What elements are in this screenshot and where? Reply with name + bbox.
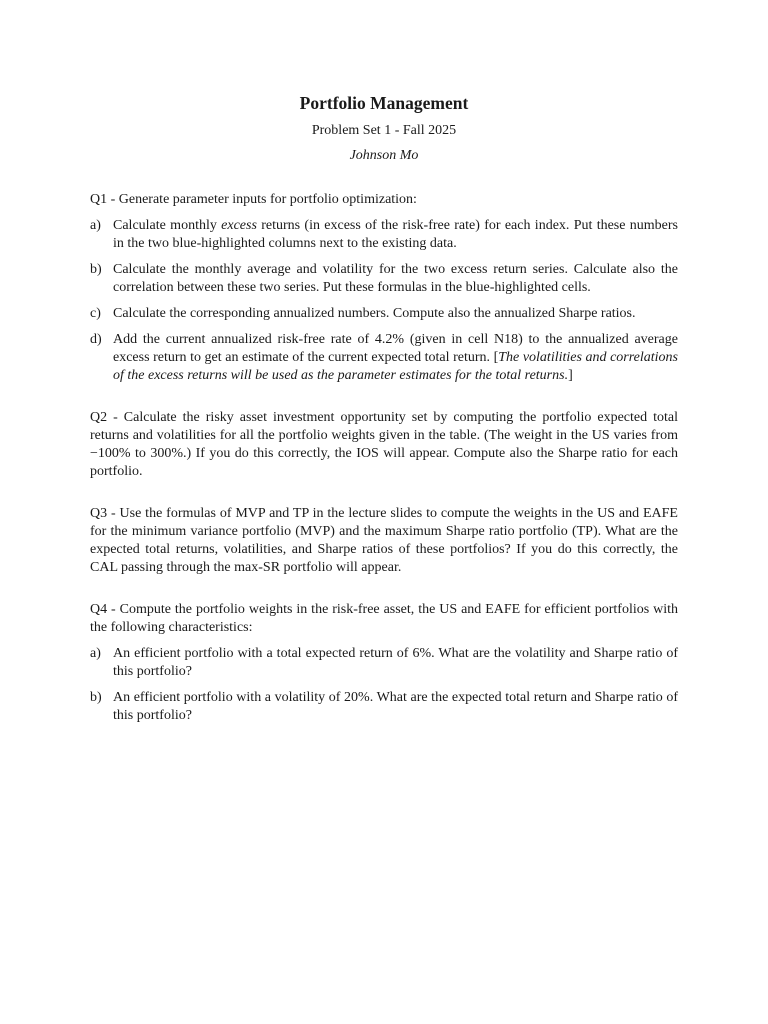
item-marker: b): [90, 690, 102, 705]
item-marker: a): [90, 218, 101, 233]
item-text-post: returns (in excess of the risk-free rate) for each index. Put these numbers in the two blue-highlighted columns next to the existing data.: [113, 218, 678, 251]
item-marker: a): [90, 646, 101, 661]
question-2: Q2 - Calculate the risky asset investment opportunity set by computing the portfolio expected total returns and volatilities for all the portfolio weights given in the table. (The weight in the US varies from −100% to 300%.) If you do this correctly, the IOS will appear. Compute also the Sharpe ratio for each portfolio.: [90, 410, 678, 479]
document-title: Portfolio Management: [299, 93, 469, 113]
item-text: Calculate the monthly average and volatility for the two excess return series. Calculate also the correlation between these two series. Put these formulas in the blue-highlighted cells.: [113, 262, 678, 295]
question-1d: [90, 331, 678, 385]
document-subtitle: Problem Set 1 - Fall 2025: [311, 123, 457, 138]
item-text: [113, 217, 678, 253]
question-1-intro: Q1 - Generate parameter inputs for portfolio optimization:: [90, 192, 417, 207]
document-author: Johnson Mo: [349, 148, 419, 163]
question-4a: [90, 645, 678, 681]
item-marker: b): [90, 262, 102, 277]
item-text-pre: Add the current annualized risk-free rate of 4.2% (given in cell N18) to the annualized average excess return to get an estimate of the current expected total return. [: [113, 332, 678, 365]
item-text: [113, 331, 678, 385]
question-4b: [90, 689, 678, 725]
question-1c: [90, 305, 678, 323]
question-4-intro: Q4 - Compute the portfolio weights in the risk-free asset, the US and EAFE for efficient portfolios with the following characteristics:: [90, 602, 678, 635]
question-1a: [90, 217, 678, 253]
question-3: Q3 - Use the formulas of MVP and TP in the lecture slides to compute the weights in the US and EAFE for the minimum variance portfolio (MVP) and the maximum Sharpe ratio portfolio (TP). What are the expected total returns, volatilities, and Sharpe ratios of these portfolios? If you do this correctly, the CAL passing through the max-SR portfolio will appear.: [90, 506, 678, 575]
question-4-list: [90, 645, 678, 725]
item-text-emphasis: The volatilities and correlations of the excess returns will be used as the parameter estimates for the total returns.: [113, 350, 678, 383]
item-text-post: ]: [568, 368, 573, 383]
item-marker: d): [90, 332, 102, 347]
item-text-emphasis: excess: [221, 218, 257, 233]
item-marker: c): [90, 306, 101, 321]
question-1-list: [90, 217, 678, 385]
item-text-pre: Calculate monthly: [113, 218, 222, 233]
question-1b: [90, 261, 678, 297]
item-text: Calculate the corresponding annualized numbers. Compute also the annualized Sharpe ratios.: [113, 306, 636, 321]
item-text: An efficient portfolio with a volatility of 20%. What are the expected total return and Sharpe ratio of this portfolio?: [113, 690, 678, 723]
item-text: An efficient portfolio with a total expected return of 6%. What are the volatility and Sharpe ratio of this portfolio?: [113, 646, 678, 679]
